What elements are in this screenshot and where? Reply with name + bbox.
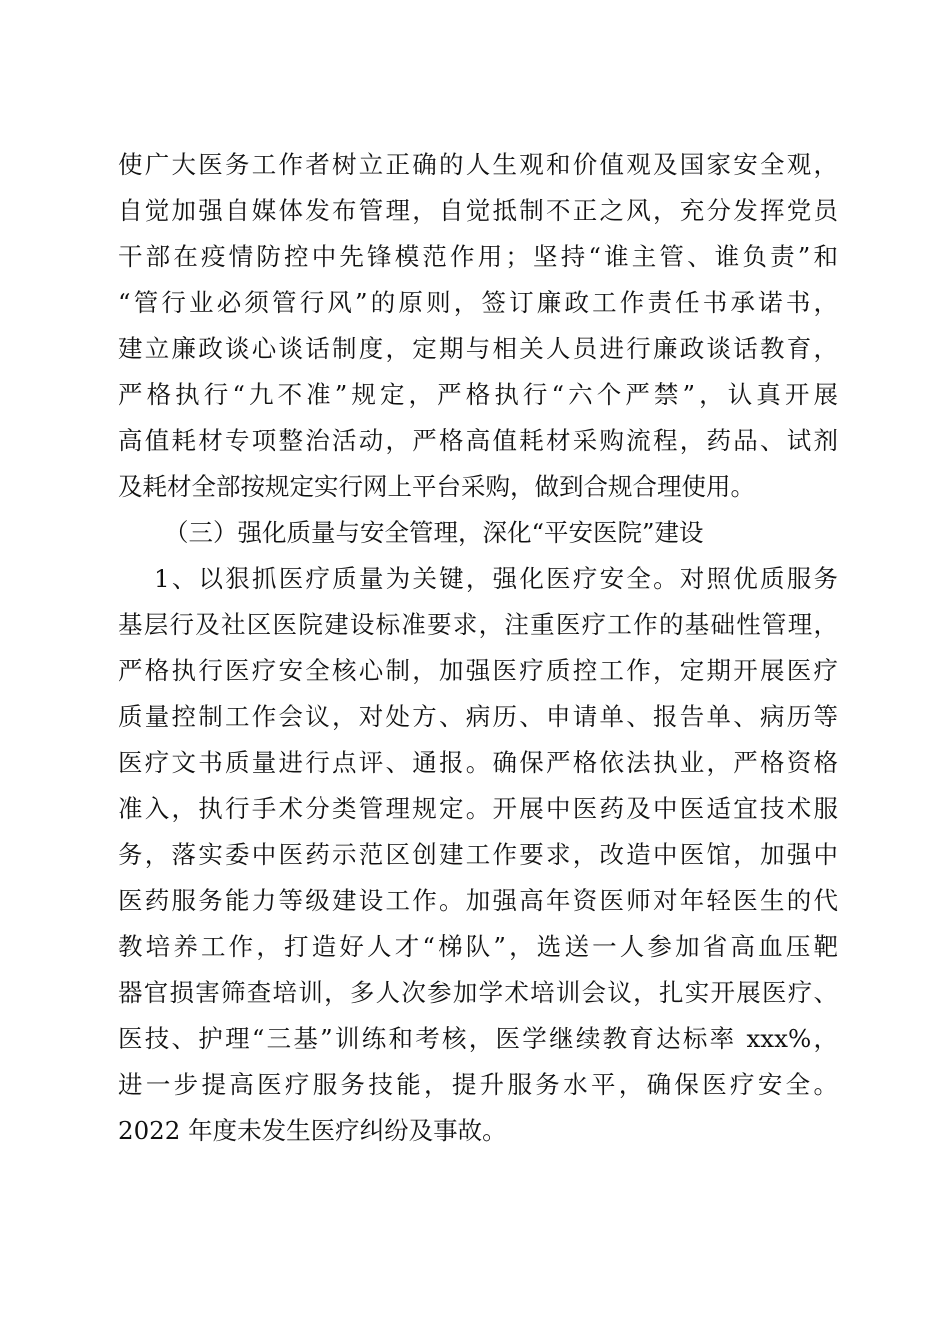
text-line: 严格执行医疗安全核心制，加强医疗质控工作，定期开展医疗 bbox=[118, 656, 838, 685]
text-line: 教培养工作，打造好人才“梯队”，选送一人参加省高血压靶 bbox=[118, 932, 838, 961]
text-line: 建立廉政谈心谈话制度，定期与相关人员进行廉政谈话教育， bbox=[118, 334, 838, 363]
text-line: 高值耗材专项整治活动，严格高值耗材采购流程，药品、试剂 bbox=[118, 426, 838, 455]
text-line: 医技、护理“三基”训练和考核，医学继续教育达标率 xxx%， bbox=[118, 1024, 838, 1053]
text-line: 质量控制工作会议，对处方、病历、申请单、报告单、病历等 bbox=[118, 702, 838, 731]
text-line: 2022 年度未发生医疗纠纷及事故。 bbox=[118, 1116, 507, 1145]
text-line: 自觉加强自媒体发布管理，自觉抵制不正之风，充分发挥党员 bbox=[118, 196, 838, 225]
text-line: 基层行及社区医院建设标准要求，注重医疗工作的基础性管理， bbox=[118, 610, 838, 639]
text-line: 干部在疫情防控中先锋模范作用；坚持“谁主管、谁负责”和 bbox=[118, 242, 838, 271]
body-text bbox=[118, 142, 838, 1154]
section-heading: （三）强化质量与安全管理，深化“平安医院”建设 bbox=[164, 518, 704, 547]
text-line: 进一步提高医疗服务技能，提升服务水平，确保医疗安全。 bbox=[118, 1070, 838, 1099]
text-line: 准入，执行手术分类管理规定。开展中医药及中医适宜技术服 bbox=[118, 794, 838, 823]
text-line: 严格执行“九不准”规定，严格执行“六个严禁”，认真开展 bbox=[118, 380, 838, 409]
text-line: 使广大医务工作者树立正确的人生观和价值观及国家安全观， bbox=[118, 150, 838, 179]
text-line: 器官损害筛查培训，多人次参加学术培训会议，扎实开展医疗、 bbox=[118, 978, 838, 1007]
text-line: “管行业必须管行风”的原则，签订廉政工作责任书承诺书， bbox=[118, 288, 838, 317]
text-line: 1、以狠抓医疗质量为关键，强化医疗安全。对照优质服务 bbox=[154, 564, 838, 593]
text-line: 医疗文书质量进行点评、通报。确保严格依法执业，严格资格 bbox=[118, 748, 838, 777]
text-line: 务，落实委中医药示范区创建工作要求，改造中医馆，加强中 bbox=[118, 840, 838, 869]
text-line: 医药服务能力等级建设工作。加强高年资医师对年轻医生的代 bbox=[118, 886, 838, 915]
text-line: 及耗材全部按规定实行网上平台采购，做到合规合理使用。 bbox=[118, 472, 755, 501]
